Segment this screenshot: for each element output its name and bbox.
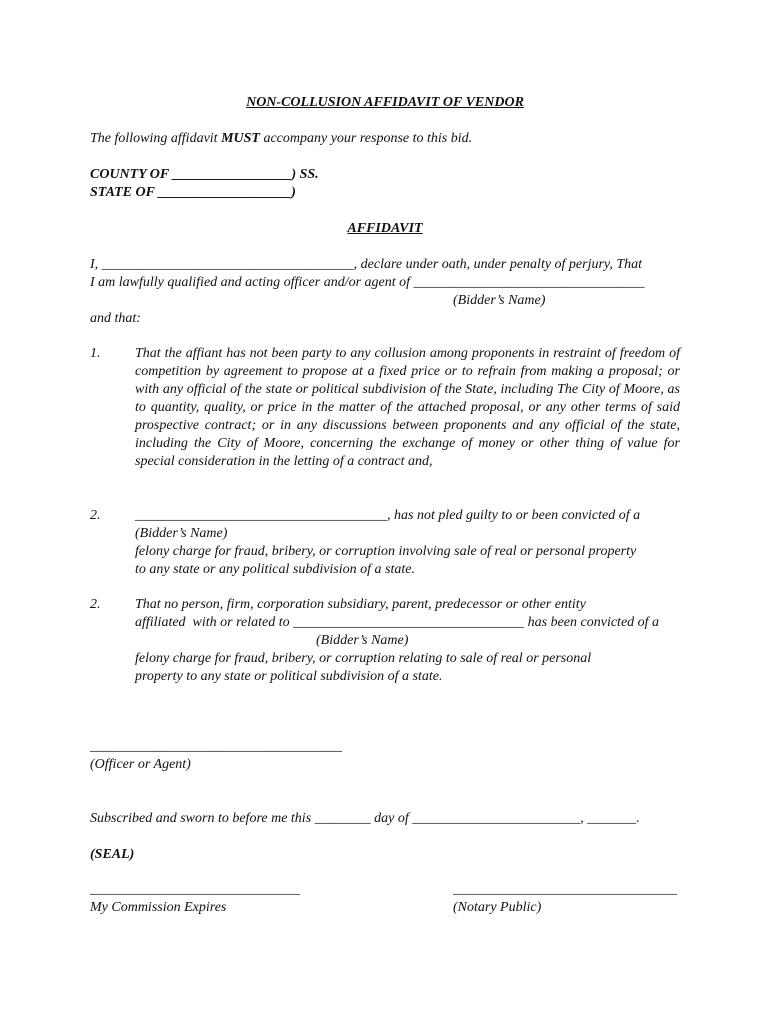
subscribed-sworn-line: Subscribed and sworn to before me this ________ day of ________________________, _______. <box>90 811 640 826</box>
seal-label: (SEAL) <box>90 847 135 862</box>
item-2-line-3: felony charge for fraud, bribery, or corruption involving sale of real or personal property <box>135 544 637 559</box>
item-3-line-4: felony charge for fraud, bribery, or corruption relating to sale of real or personal <box>135 651 592 666</box>
declaration-bidder-label: (Bidder’s Name) <box>453 293 546 308</box>
item-2-number: 2. <box>90 508 101 523</box>
item-2-line-4: to any state or any political subdivision of a state. <box>135 562 415 577</box>
document-title: NON-COLLUSION AFFIDAVIT OF VENDOR <box>246 95 524 110</box>
item-3-number: 2. <box>90 597 101 612</box>
officer-signature-line: ____________________________________ <box>90 739 342 754</box>
notary-public-label: (Notary Public) <box>453 900 542 915</box>
intro-pre: The following affidavit <box>90 131 222 146</box>
affidavit-heading: AFFIDAVIT <box>347 221 423 236</box>
item-3-line-1: That no person, firm, corporation subsidiary, parent, predecessor or other entity <box>135 597 586 612</box>
item-1-text: That the affiant has not been party to any collusion among proponents in restraint of freedom of competition by agreement to propose at a fixed price or to refrain from making a proposal; or with any official of the state or political subdivision of the State, including The City of Moore, as to quantity, quality, or price in the matter of the attached proposal, or any other terms of said prospective contract; or in any discussions between proponents and any official of the state, including the City of Moore, concerning the exchange of money or other thing of value for special consideration in the letting of a contract and, <box>135 346 680 469</box>
officer-signature-label: (Officer or Agent) <box>90 757 191 772</box>
item-3-bidder-label: (Bidder’s Name) <box>316 633 409 648</box>
item-3-line-2: affiliated with or related to _________________________________ has been convicted of a <box>135 615 660 630</box>
intro-emphasis: MUST <box>221 131 260 146</box>
item-2-line-1: ____________________________________, has not pled guilty to or been convicted of a <box>135 508 641 523</box>
declaration-line-2: I am lawfully qualified and acting officer and/or agent of _________________________________ <box>90 275 645 290</box>
commission-signature-line: ______________________________ <box>90 882 300 897</box>
notary-signature-line: ________________________________ <box>453 882 677 897</box>
item-1-number: 1. <box>90 346 101 361</box>
intro-text <box>90 130 472 148</box>
item-3-line-5: property to any state or political subdivision of a state. <box>135 669 443 684</box>
declaration-line-1: I, ____________________________________, declare under oath, under penalty of perjury, That <box>90 257 643 272</box>
item-2-bidder-label: (Bidder’s Name) <box>135 526 228 541</box>
intro-post: accompany your response to this bid. <box>259 131 473 146</box>
state-line: STATE OF ___________________) <box>90 185 296 200</box>
county-line: COUNTY OF _________________) SS. <box>90 167 319 182</box>
commission-expires-label: My Commission Expires <box>90 900 227 915</box>
and-that-text: and that: <box>90 311 141 326</box>
